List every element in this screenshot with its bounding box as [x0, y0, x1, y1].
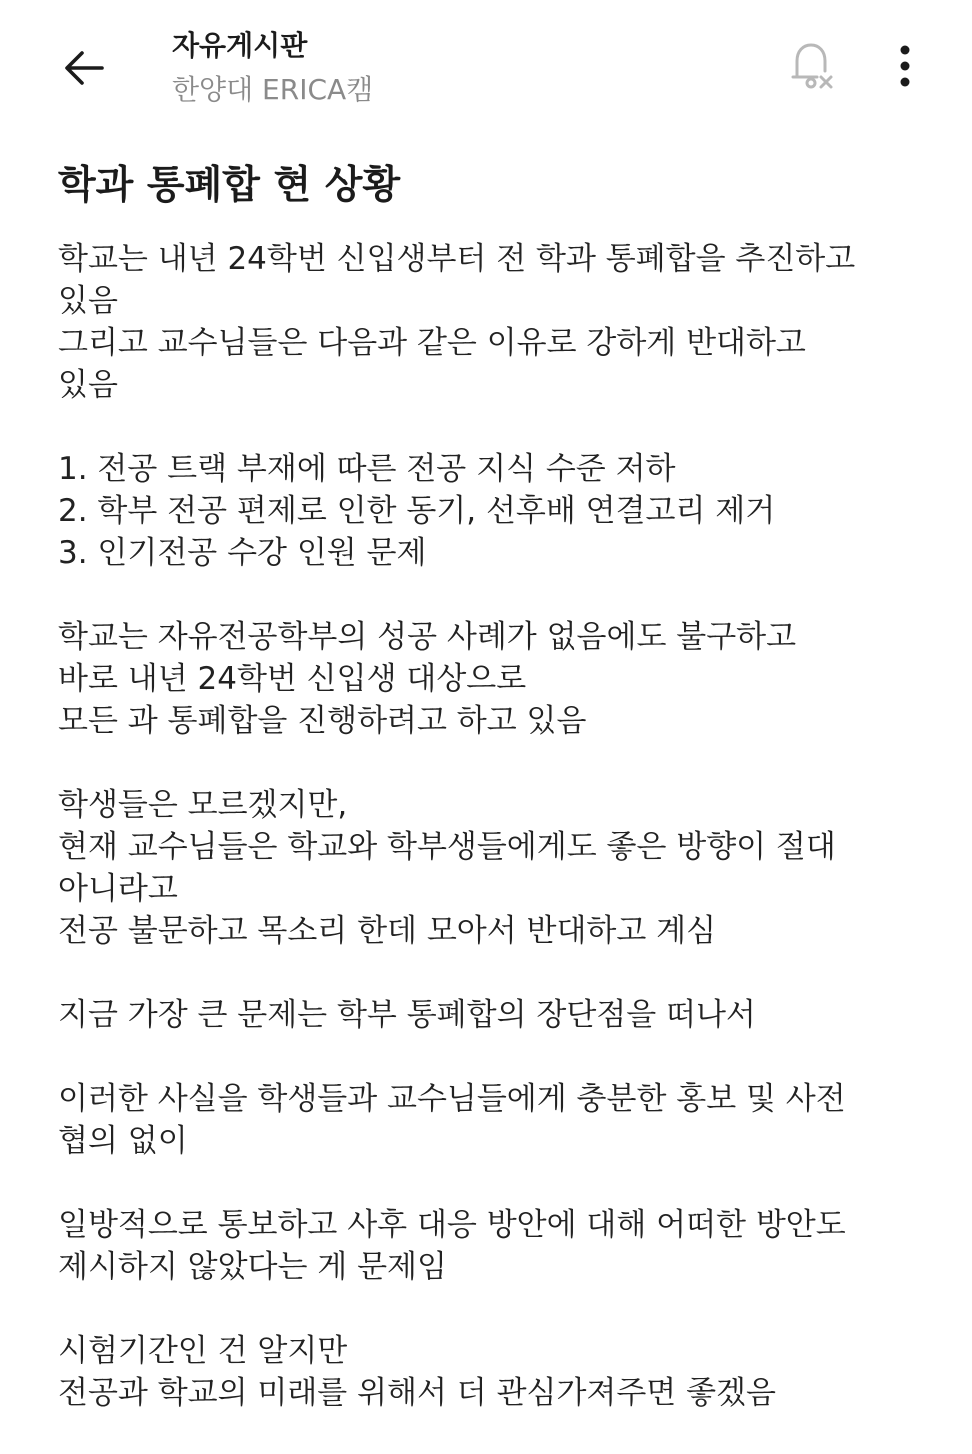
- post-body-line: 3. 인기전공 수강 인원 문제: [58, 535, 427, 571]
- post-body-line: 이러한 사실을 학생들과 교수님들에게 충분한 홍보 및 사전: [58, 1081, 846, 1117]
- post-body-line: 학교는 내년 24학번 신입생부터 전 학과 통폐합을 추진하고: [58, 241, 856, 277]
- board-title: 자유게시판: [172, 29, 308, 62]
- post-body-line: 시험기간인 건 알지만: [58, 1333, 348, 1369]
- post-body-line: 일방적으로 통보하고 사후 대응 방안에 대해 어떠한 방안도: [58, 1207, 846, 1243]
- post-body-line: 그리고 교수님들은 다음과 같은 이유로 강하게 반대하고: [58, 325, 806, 361]
- post-body-line: 전공과 학교의 미래를 위해서 더 관심가져주면 좋겠음: [58, 1375, 776, 1411]
- paragraph-gap: [58, 742, 938, 784]
- board-subtitle: 한양대 ERICA캠: [172, 73, 374, 106]
- app-header: [0, 0, 972, 130]
- post-title: 학과 통폐합 현 상황: [58, 163, 401, 208]
- post-body-line: 지금 가장 큰 문제는 학부 통폐합의 장단점을 떠나서: [58, 997, 756, 1033]
- post-body-line: 제시하지 않았다는 게 문제임: [58, 1249, 447, 1285]
- paragraph-gap: [58, 574, 938, 616]
- post-body-line: 현재 교수님들은 학교와 학부생들에게도 좋은 방향이 절대: [58, 829, 836, 865]
- paragraph-gap: [58, 1036, 938, 1078]
- post-body-line: 있음: [58, 367, 118, 403]
- post-body: [58, 238, 938, 1414]
- more-vertical-icon: [898, 44, 912, 88]
- post-body-line: 모든 과 통폐합을 진행하려고 하고 있음: [58, 703, 587, 739]
- back-button[interactable]: [56, 40, 112, 96]
- post-body-line: 협의 없이: [58, 1123, 188, 1159]
- post-body-line: 아니라고: [58, 871, 178, 907]
- post-body-line: 학생들은 모르겠지만,: [58, 787, 348, 823]
- bell-off-icon: [787, 39, 837, 93]
- post-body-line: 학교는 자유전공학부의 성공 사례가 없음에도 불구하고: [58, 619, 797, 655]
- post-body-line: 바로 내년 24학번 신입생 대상으로: [58, 661, 527, 697]
- arrow-left-icon: [62, 46, 106, 90]
- post-body-line: 2. 학부 전공 편제로 인한 동기, 선후배 연결고리 제거: [58, 493, 776, 529]
- post-body-line: 전공 불문하고 목소리 한데 모아서 반대하고 계심: [58, 913, 717, 949]
- post-body-line: 있음: [58, 283, 118, 319]
- post-body-line: 1. 전공 트랙 부재에 따른 전공 지식 수준 저하: [58, 451, 676, 487]
- paragraph-gap: [58, 1162, 938, 1204]
- paragraph-gap: [58, 1288, 938, 1330]
- notification-toggle-button[interactable]: [784, 36, 840, 96]
- more-options-button[interactable]: [880, 36, 930, 96]
- paragraph-gap: [58, 406, 938, 448]
- paragraph-gap: [58, 952, 938, 994]
